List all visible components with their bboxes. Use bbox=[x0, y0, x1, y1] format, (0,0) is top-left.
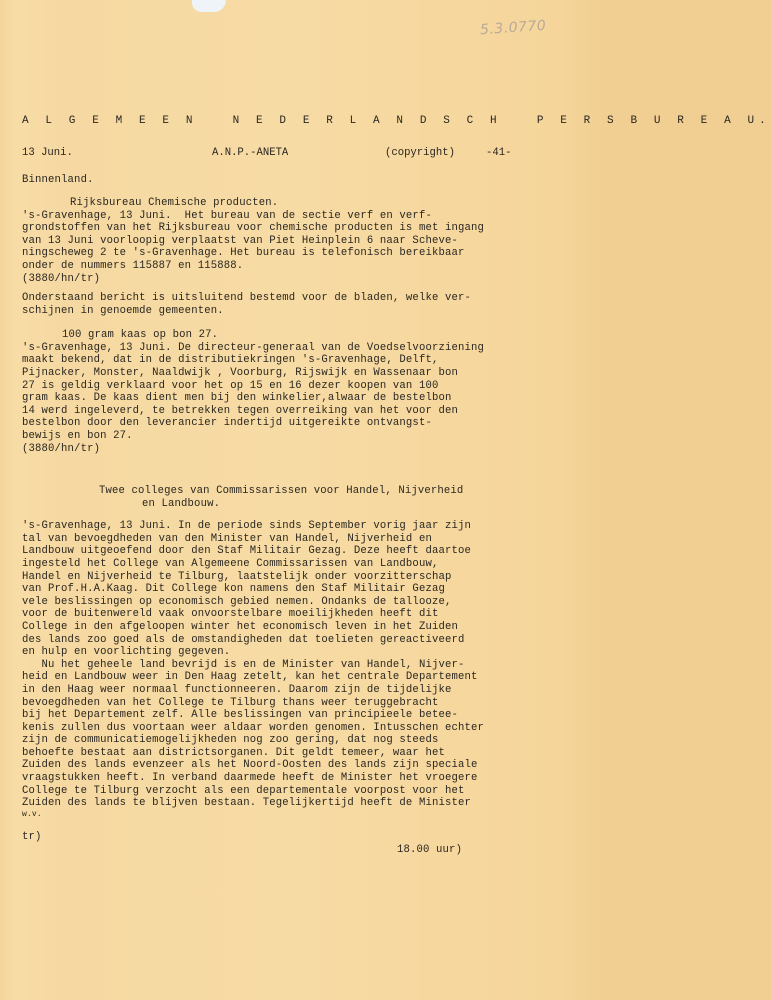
article-line: in den Haag weer normaal functionneeren. Daarom zijn de tijdelijke bbox=[22, 683, 452, 696]
article-line: voor de buitenwereld vaak onvoorstelbare moeilijkheden heeft dit bbox=[22, 608, 439, 621]
footer-row bbox=[22, 819, 484, 857]
article-line: 's-Gravenhage, 13 Juni. In de periode sinds September vorig jaar zijn bbox=[22, 520, 472, 533]
article-code: (3880/hn/tr) bbox=[22, 272, 101, 285]
article-line: kenis zullen dus voortaan weer aldaar worden genomen. Intusschen echter bbox=[22, 721, 485, 734]
article-line: zijn de communicatiemogelijkheden nog zoo gering, dat nog steeds bbox=[22, 734, 439, 747]
article-line: en hulp en voorlichting gegeven. bbox=[22, 646, 231, 659]
article-line: maakt bekend, dat in de distributiekringen 's-Gravenhage, Delft, bbox=[22, 354, 439, 367]
article-line: bestelbon door den leverancier indertijd uitgereikte ontvangst- bbox=[22, 417, 432, 430]
article-line: 's-Gravenhage, 13 Juni. De directeur-generaal van de Voedselvoorziening bbox=[22, 341, 485, 354]
footer-initials: tr) bbox=[22, 831, 42, 844]
article-1-title: Rijksbureau Chemische producten. bbox=[70, 197, 279, 209]
article-line: vraagstukken heeft. In verband daarmede heeft de Minister het vroegere bbox=[22, 772, 478, 785]
page-number: -41- bbox=[486, 147, 512, 159]
article-line: vele beslissingen op economisch gebied nemen. Ondanks de tallooze, bbox=[22, 595, 452, 608]
article-line: Landbouw uitgeoefend door den Staf Militair Gezag. Deze heeft daartoe bbox=[22, 545, 472, 558]
article-line: heid en Landbouw weer in Den Haag zetelt, kan het centrale Departement bbox=[22, 671, 478, 684]
article-code: (3880/hn/tr) bbox=[22, 442, 101, 455]
article-line: van 13 Juni voorloopig verplaatst van Piet Heinplein 6 naar Scheve- bbox=[22, 234, 458, 247]
bulletin-date: 13 Juni. bbox=[22, 147, 73, 159]
article-line: van Prof.H.A.Kaag. Dit College kon namens den Staf Militair Gezag bbox=[22, 583, 445, 596]
article-line: des lands zoo goed als de omstandigheden dat toelieten gereactiveerd bbox=[22, 633, 465, 646]
copyright-label: (copyright) bbox=[385, 147, 455, 159]
article-line: tal van bevoegdheden van den Minister van Handel, Nijverheid en bbox=[22, 532, 432, 545]
article-line: behoefte bestaat aan districtsorganen. Dit geldt temeer, waar het bbox=[22, 746, 445, 759]
article-line: gram kaas. De kaas dient men bij den winkelier,alwaar de bestelbon bbox=[22, 392, 452, 405]
article-line: Zuiden des lands evenzeer als het Noord-Oosten des lands zijn speciale bbox=[22, 759, 478, 772]
punch-hole bbox=[192, 0, 226, 12]
notice-line: Onderstaand bericht is uitsluitend bestemd voor de bladen, welke ver- bbox=[22, 292, 472, 304]
article-line: w.v. bbox=[22, 809, 42, 819]
article-1 bbox=[22, 197, 484, 285]
article-line: ningscheweg 2 te 's-Gravenhage. Het bureau is telefonisch bereikbaar bbox=[22, 247, 465, 260]
article-line: College te Tilburg verzocht als een departementale voorpost voor het bbox=[22, 784, 465, 797]
article-2 bbox=[22, 292, 484, 455]
article-line: bewijs en bon 27. bbox=[22, 429, 133, 442]
archive-number-handwritten: 5.3.0770 bbox=[479, 17, 547, 39]
article-line: Zuiden des lands te blijven bestaan. Tegelijkertijd heeft de Minister bbox=[22, 797, 472, 810]
article-line: Handel en Nijverheid te Tilburg, laatstelijk onder voorzitterschap bbox=[22, 570, 452, 583]
article-3 bbox=[22, 485, 485, 857]
article-3-title: en Landbouw. bbox=[142, 497, 221, 510]
article-line: 14 werd ingeleverd, te betrekken tegen overreiking van het voor den bbox=[22, 404, 458, 417]
article-line: grondstoffen van het Rijksbureau voor chemische producten is met ingang bbox=[22, 222, 485, 235]
article-line: onder de nummers 115887 en 115888. bbox=[22, 259, 244, 272]
article-line: bevoegdheden van het College te Tilburg thans weer teruggebracht bbox=[22, 696, 439, 709]
agency-header: A L G E M E E N N E D E R L A N D S C H P E R S B U R E A U. bbox=[22, 115, 771, 127]
article-line: 's-Gravenhage, 13 Juni. Het bureau van de sectie verf en verf- bbox=[22, 209, 432, 222]
article-line: bij het Departement zelf. Alle beslissingen van principieele betee- bbox=[22, 709, 458, 722]
article-line: College in den afgeloopen winter het economisch leven in het Zuiden bbox=[22, 620, 458, 633]
article-2-title: 100 gram kaas op bon 27. bbox=[62, 329, 219, 342]
article-line: Nu het geheele land bevrijd is en de Minister van Handel, Nijver- bbox=[22, 658, 465, 671]
footer-time: 18.00 uur) bbox=[397, 844, 463, 857]
category-label: Binnenland. bbox=[22, 174, 94, 186]
source-label: A.N.P.-ANETA bbox=[212, 147, 289, 159]
notice-line: schijnen in genoemde gemeenten. bbox=[22, 304, 224, 317]
article-line: 27 is geldig verklaard voor het op 15 en 16 dezer koopen van 100 bbox=[22, 379, 439, 392]
article-line: Pijnacker, Monster, Naaldwijk , Voorburg, Rijswijk en Wassenaar bon bbox=[22, 366, 458, 379]
article-line: ingesteld het College van Algemeene Commissarissen van Landbouw, bbox=[22, 557, 439, 570]
article-3-title: Twee colleges van Commissarissen voor Handel, Nijverheid bbox=[99, 485, 464, 497]
